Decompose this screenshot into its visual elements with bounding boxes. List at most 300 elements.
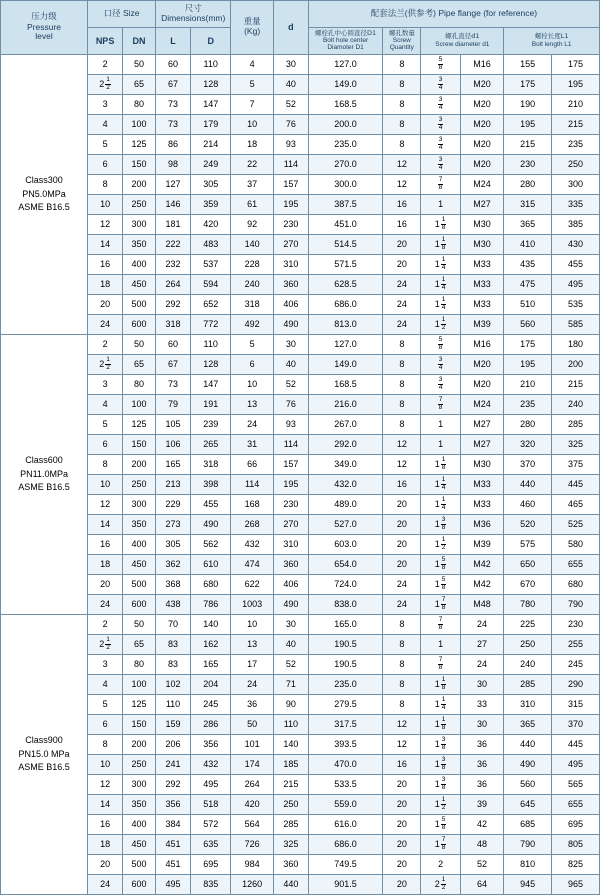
nps-cell: 20 xyxy=(88,294,123,314)
dn-cell: 65 xyxy=(123,634,156,654)
table-row xyxy=(1,554,600,574)
d-cell: 432 xyxy=(191,754,231,774)
weight-cell: 10 xyxy=(231,374,273,394)
d-cell: 594 xyxy=(191,274,231,294)
screw-dia-in-cell: $\frac{3}{4}$ xyxy=(421,114,460,134)
bolt-length-rf-cell: 315 xyxy=(504,194,552,214)
bolt-length-rf-cell: 780 xyxy=(504,594,552,614)
pressure-class-label: Class300 PN5.0MPa ASME B16.5 xyxy=(1,54,88,334)
nps-cell: 2 xyxy=(88,54,123,74)
bolt-circle-cell: 190.5 xyxy=(308,654,382,674)
bolt-length-rj-cell: 195 xyxy=(552,74,600,94)
l-cell: 73 xyxy=(156,94,191,114)
nps-cell: 8 xyxy=(88,454,123,474)
nps-cell: 18 xyxy=(88,834,123,854)
weight-cell: 5 xyxy=(231,74,273,94)
bolt-circle-cell: 300.0 xyxy=(308,174,382,194)
screw-dia-in-cell: 1 xyxy=(421,634,460,654)
weight-cell: 1003 xyxy=(231,594,273,614)
d-small-cell: 114 xyxy=(273,434,308,454)
l-cell: 213 xyxy=(156,474,191,494)
table-row xyxy=(1,114,600,134)
bolt-length-rf-cell: 440 xyxy=(504,734,552,754)
bolt-length-rj-cell: 655 xyxy=(552,794,600,814)
bolt-length-rf-cell: 410 xyxy=(504,234,552,254)
screw-dia-mm-cell: M16 xyxy=(460,334,504,354)
bolt-length-rj-cell: 335 xyxy=(552,194,600,214)
d-small-cell: 30 xyxy=(273,334,308,354)
l-cell: 127 xyxy=(156,174,191,194)
screw-dia-mm-cell: 42 xyxy=(460,814,504,834)
bolt-circle-cell: 200.0 xyxy=(308,114,382,134)
dn-cell: 250 xyxy=(123,474,156,494)
weight-cell: 37 xyxy=(231,174,273,194)
bolt-length-rj-cell: 655 xyxy=(552,554,600,574)
d-small-cell: 30 xyxy=(273,614,308,634)
table-row xyxy=(1,534,600,554)
bolt-length-rf-cell: 235 xyxy=(504,394,552,414)
bolt-length-rf-cell: 310 xyxy=(504,694,552,714)
screw-dia-in-cell: 1 $\frac{1}{4}$ xyxy=(421,694,460,714)
d-cell: 179 xyxy=(191,114,231,134)
d-cell: 110 xyxy=(191,54,231,74)
dn-cell: 300 xyxy=(123,214,156,234)
screw-dia-mm-cell: M42 xyxy=(460,574,504,594)
nps-cell: 24 xyxy=(88,874,123,894)
table-row xyxy=(1,74,600,94)
weight-cell: 432 xyxy=(231,534,273,554)
screw-dia-in-cell: $\frac{7}{8}$ xyxy=(421,174,460,194)
bolt-length-rj-cell: 790 xyxy=(552,594,600,614)
l-cell: 292 xyxy=(156,294,191,314)
weight-cell: 24 xyxy=(231,674,273,694)
pressure-class-label: Class600 PN11.0MPa ASME B16.5 xyxy=(1,334,88,614)
nps-cell: 16 xyxy=(88,534,123,554)
d-small-cell: 440 xyxy=(273,874,308,894)
screw-dia-in-cell: 1 $\frac{1}{8}$ xyxy=(421,714,460,734)
l-cell: 86 xyxy=(156,134,191,154)
screw-dia-mm-cell: M16 xyxy=(460,54,504,74)
dn-cell: 80 xyxy=(123,654,156,674)
bolt-length-rf-cell: 575 xyxy=(504,534,552,554)
bolt-length-rj-cell: 680 xyxy=(552,574,600,594)
weight-cell: 114 xyxy=(231,474,273,494)
bolt-length-rf-cell: 670 xyxy=(504,574,552,594)
bolt-length-rj-cell: 180 xyxy=(552,334,600,354)
l-cell: 451 xyxy=(156,854,191,874)
header-screw-qty-en-2: Quantity xyxy=(389,44,414,52)
d-cell: 110 xyxy=(191,334,231,354)
bolt-circle-cell: 813.0 xyxy=(308,314,382,334)
screw-qty-cell: 12 xyxy=(383,174,421,194)
nps-cell: 16 xyxy=(88,814,123,834)
l-cell: 105 xyxy=(156,414,191,434)
screw-dia-in-cell: 1 $\frac{1}{2}$ xyxy=(421,534,460,554)
table-row xyxy=(1,754,600,774)
screw-qty-cell: 8 xyxy=(383,114,421,134)
d-cell: 835 xyxy=(191,874,231,894)
pressure-class-label: Class900 PN15.0 MPa ASME B16.5 xyxy=(1,614,88,894)
nps-cell: 12 xyxy=(88,214,123,234)
screw-qty-cell: 8 xyxy=(383,654,421,674)
bolt-length-rf-cell: 320 xyxy=(504,434,552,454)
screw-dia-mm-cell: M33 xyxy=(460,474,504,494)
screw-qty-cell: 24 xyxy=(383,314,421,334)
d-cell: 518 xyxy=(191,794,231,814)
header-screw-qty xyxy=(383,27,421,54)
weight-cell: 66 xyxy=(231,454,273,474)
l-cell: 79 xyxy=(156,394,191,414)
weight-cell: 240 xyxy=(231,274,273,294)
weight-cell: 492 xyxy=(231,314,273,334)
screw-dia-in-cell: $\frac{5}{8}$ xyxy=(421,334,460,354)
dn-cell: 200 xyxy=(123,174,156,194)
d-cell: 147 xyxy=(191,374,231,394)
screw-qty-cell: 20 xyxy=(383,234,421,254)
d-small-cell: 114 xyxy=(273,154,308,174)
bolt-length-rj-cell: 285 xyxy=(552,414,600,434)
d-cell: 483 xyxy=(191,234,231,254)
bolt-length-rf-cell: 195 xyxy=(504,114,552,134)
nps-cell: 8 xyxy=(88,734,123,754)
nps-cell: 16 xyxy=(88,254,123,274)
l-cell: 438 xyxy=(156,594,191,614)
d-cell: 265 xyxy=(191,434,231,454)
screw-dia-in-cell: 1 $\frac{5}{8}$ xyxy=(421,554,460,574)
d-small-cell: 52 xyxy=(273,94,308,114)
screw-dia-in-cell: 2 $\frac{1}{2}$ xyxy=(421,874,460,894)
screw-dia-mm-cell: M33 xyxy=(460,254,504,274)
d-small-cell: 52 xyxy=(273,654,308,674)
header-pressure-level-en-1: Pressure xyxy=(27,21,62,32)
l-cell: 384 xyxy=(156,814,191,834)
nps-cell: 3 xyxy=(88,654,123,674)
dn-cell: 500 xyxy=(123,294,156,314)
screw-qty-cell: 20 xyxy=(383,514,421,534)
dn-cell: 200 xyxy=(123,454,156,474)
l-cell: 165 xyxy=(156,454,191,474)
bolt-circle-cell: 749.5 xyxy=(308,854,382,874)
bolt-length-rf-cell: 810 xyxy=(504,854,552,874)
d-small-cell: 406 xyxy=(273,574,308,594)
table-header xyxy=(1,1,600,55)
screw-dia-mm-cell: M20 xyxy=(460,114,504,134)
bolt-length-rj-cell: 255 xyxy=(552,634,600,654)
d-small-cell: 40 xyxy=(273,634,308,654)
nps-cell: 6 xyxy=(88,154,123,174)
l-cell: 292 xyxy=(156,774,191,794)
screw-dia-in-cell: 1 $\frac{3}{8}$ xyxy=(421,734,460,754)
l-cell: 264 xyxy=(156,274,191,294)
screw-dia-mm-cell: M39 xyxy=(460,534,504,554)
screw-qty-cell: 20 xyxy=(383,554,421,574)
screw-qty-cell: 20 xyxy=(383,794,421,814)
d-cell: 286 xyxy=(191,714,231,734)
bolt-length-rj-cell: 370 xyxy=(552,714,600,734)
bolt-length-rj-cell: 465 xyxy=(552,494,600,514)
bolt-circle-cell: 235.0 xyxy=(308,134,382,154)
dn-cell: 300 xyxy=(123,774,156,794)
table-body xyxy=(1,54,600,894)
weight-cell: 31 xyxy=(231,434,273,454)
screw-qty-cell: 8 xyxy=(383,414,421,434)
table-row xyxy=(1,234,600,254)
bolt-length-rf-cell: 790 xyxy=(504,834,552,854)
bolt-circle-cell: 470.0 xyxy=(308,754,382,774)
bolt-length-rj-cell: 325 xyxy=(552,434,600,454)
table-row xyxy=(1,414,600,434)
dn-cell: 600 xyxy=(123,594,156,614)
screw-dia-in-cell: 1 $\frac{1}{8}$ xyxy=(421,234,460,254)
nps-cell: 20 xyxy=(88,574,123,594)
screw-dia-mm-cell: M33 xyxy=(460,274,504,294)
nps-cell: 10 xyxy=(88,754,123,774)
d-cell: 772 xyxy=(191,314,231,334)
d-cell: 147 xyxy=(191,94,231,114)
d-cell: 420 xyxy=(191,214,231,234)
weight-cell: 268 xyxy=(231,514,273,534)
dn-cell: 150 xyxy=(123,434,156,454)
d-cell: 214 xyxy=(191,134,231,154)
l-cell: 60 xyxy=(156,54,191,74)
weight-cell: 1260 xyxy=(231,874,273,894)
d-small-cell: 230 xyxy=(273,214,308,234)
bolt-length-rf-cell: 190 xyxy=(504,94,552,114)
d-small-cell: 185 xyxy=(273,754,308,774)
d-small-cell: 270 xyxy=(273,514,308,534)
screw-dia-mm-cell: 39 xyxy=(460,794,504,814)
bolt-circle-cell: 387.5 xyxy=(308,194,382,214)
dn-cell: 450 xyxy=(123,274,156,294)
dn-cell: 100 xyxy=(123,114,156,134)
header-size: 口径 Size xyxy=(88,1,156,28)
l-cell: 110 xyxy=(156,694,191,714)
bolt-length-rf-cell: 370 xyxy=(504,454,552,474)
bolt-circle-cell: 616.0 xyxy=(308,814,382,834)
d-cell: 162 xyxy=(191,634,231,654)
screw-dia-mm-cell: 30 xyxy=(460,674,504,694)
screw-dia-mm-cell: M39 xyxy=(460,314,504,334)
table-row xyxy=(1,854,600,874)
table-row xyxy=(1,194,600,214)
bolt-circle-cell: 603.0 xyxy=(308,534,382,554)
bolt-length-rf-cell: 460 xyxy=(504,494,552,514)
dn-cell: 300 xyxy=(123,494,156,514)
bolt-length-rj-cell: 240 xyxy=(552,394,600,414)
bolt-length-rj-cell: 695 xyxy=(552,814,600,834)
screw-qty-cell: 8 xyxy=(383,74,421,94)
screw-dia-in-cell: $\frac{3}{4}$ xyxy=(421,374,460,394)
table-row xyxy=(1,474,600,494)
bolt-circle-cell: 168.5 xyxy=(308,94,382,114)
header-bolt-circle-cn: 螺栓孔中心圆直径D1 xyxy=(314,28,377,37)
screw-qty-cell: 8 xyxy=(383,394,421,414)
dn-cell: 500 xyxy=(123,574,156,594)
screw-dia-mm-cell: M27 xyxy=(460,414,504,434)
screw-dia-in-cell: $\frac{3}{4}$ xyxy=(421,94,460,114)
screw-qty-cell: 20 xyxy=(383,854,421,874)
weight-cell: 984 xyxy=(231,854,273,874)
d-small-cell: 360 xyxy=(273,854,308,874)
d-small-cell: 215 xyxy=(273,774,308,794)
d-cell: 610 xyxy=(191,554,231,574)
weight-cell: 24 xyxy=(231,414,273,434)
bolt-length-rf-cell: 280 xyxy=(504,174,552,194)
weight-cell: 228 xyxy=(231,254,273,274)
bolt-circle-cell: 686.0 xyxy=(308,834,382,854)
bolt-length-rf-cell: 155 xyxy=(504,54,552,74)
screw-dia-mm-cell: 27 xyxy=(460,634,504,654)
table-row xyxy=(1,834,600,854)
bolt-circle-cell: 559.0 xyxy=(308,794,382,814)
header-d-small: d xyxy=(273,1,308,55)
bolt-circle-cell: 451.0 xyxy=(308,214,382,234)
bolt-length-rf-cell: 240 xyxy=(504,654,552,674)
d-small-cell: 360 xyxy=(273,554,308,574)
screw-dia-in-cell: 1 $\frac{1}{8}$ xyxy=(421,454,460,474)
screw-dia-in-cell: 1 $\frac{3}{8}$ xyxy=(421,774,460,794)
nps-cell: 12 xyxy=(88,494,123,514)
table-row xyxy=(1,774,600,794)
header-weight-unit: (Kg) xyxy=(244,26,261,37)
screw-qty-cell: 8 xyxy=(383,694,421,714)
screw-dia-mm-cell: M33 xyxy=(460,294,504,314)
screw-dia-in-cell: 1 $\frac{1}{2}$ xyxy=(421,314,460,334)
l-cell: 67 xyxy=(156,354,191,374)
screw-dia-in-cell: $\frac{3}{4}$ xyxy=(421,74,460,94)
screw-qty-cell: 12 xyxy=(383,434,421,454)
bolt-length-rj-cell: 580 xyxy=(552,534,600,554)
bolt-length-rj-cell: 525 xyxy=(552,514,600,534)
bolt-circle-cell: 432.0 xyxy=(308,474,382,494)
screw-dia-in-cell: 1 $\frac{1}{4}$ xyxy=(421,254,460,274)
bolt-circle-cell: 190.5 xyxy=(308,634,382,654)
screw-qty-cell: 20 xyxy=(383,874,421,894)
d-small-cell: 310 xyxy=(273,254,308,274)
bolt-length-rj-cell: 585 xyxy=(552,314,600,334)
dn-cell: 125 xyxy=(123,414,156,434)
bolt-circle-cell: 165.0 xyxy=(308,614,382,634)
screw-dia-in-cell: 1 $\frac{1}{4}$ xyxy=(421,474,460,494)
bolt-length-rj-cell: 495 xyxy=(552,274,600,294)
nps-cell: 2 $\frac{1}{2}$ xyxy=(88,634,123,654)
d-small-cell: 490 xyxy=(273,314,308,334)
d-small-cell: 76 xyxy=(273,114,308,134)
d-small-cell: 40 xyxy=(273,74,308,94)
bolt-length-rf-cell: 175 xyxy=(504,74,552,94)
screw-dia-in-cell: $\frac{3}{4}$ xyxy=(421,134,460,154)
dn-cell: 125 xyxy=(123,134,156,154)
screw-dia-in-cell: $\frac{5}{8}$ xyxy=(421,54,460,74)
bolt-circle-cell: 628.5 xyxy=(308,274,382,294)
d-small-cell: 52 xyxy=(273,374,308,394)
weight-cell: 101 xyxy=(231,734,273,754)
bolt-circle-cell: 267.0 xyxy=(308,414,382,434)
bolt-circle-cell: 279.5 xyxy=(308,694,382,714)
screw-dia-mm-cell: M27 xyxy=(460,194,504,214)
bolt-length-rj-cell: 250 xyxy=(552,154,600,174)
table-row xyxy=(1,614,600,634)
d-small-cell: 310 xyxy=(273,534,308,554)
table-row xyxy=(1,354,600,374)
header-screw-dia-en: Screw diameter d1 xyxy=(435,40,490,48)
bolt-length-rj-cell: 445 xyxy=(552,734,600,754)
header-l: L xyxy=(156,27,191,54)
header-pressure-level-en-2: level xyxy=(35,31,53,42)
table-row xyxy=(1,694,600,714)
d-cell: 204 xyxy=(191,674,231,694)
screw-dia-mm-cell: M20 xyxy=(460,374,504,394)
nps-cell: 5 xyxy=(88,694,123,714)
bolt-circle-cell: 149.0 xyxy=(308,74,382,94)
nps-cell: 5 xyxy=(88,134,123,154)
screw-dia-mm-cell: M20 xyxy=(460,74,504,94)
d-cell: 318 xyxy=(191,454,231,474)
bolt-circle-cell: 489.0 xyxy=(308,494,382,514)
d-cell: 356 xyxy=(191,734,231,754)
nps-cell: 4 xyxy=(88,674,123,694)
weight-cell: 22 xyxy=(231,154,273,174)
screw-qty-cell: 12 xyxy=(383,454,421,474)
bolt-length-rf-cell: 435 xyxy=(504,254,552,274)
screw-dia-mm-cell: M30 xyxy=(460,454,504,474)
l-cell: 232 xyxy=(156,254,191,274)
l-cell: 98 xyxy=(156,154,191,174)
screw-qty-cell: 24 xyxy=(383,574,421,594)
bolt-circle-cell: 533.5 xyxy=(308,774,382,794)
table-row xyxy=(1,134,600,154)
d-cell: 398 xyxy=(191,474,231,494)
bolt-circle-cell: 127.0 xyxy=(308,54,382,74)
bolt-length-rj-cell: 215 xyxy=(552,114,600,134)
weight-cell: 264 xyxy=(231,774,273,794)
nps-cell: 4 xyxy=(88,394,123,414)
d-small-cell: 360 xyxy=(273,274,308,294)
header-weight xyxy=(231,1,273,55)
nps-cell: 14 xyxy=(88,794,123,814)
table-row xyxy=(1,54,600,74)
table-row xyxy=(1,454,600,474)
l-cell: 229 xyxy=(156,494,191,514)
weight-cell: 5 xyxy=(231,334,273,354)
screw-dia-mm-cell: M33 xyxy=(460,494,504,514)
bolt-length-rf-cell: 945 xyxy=(504,874,552,894)
nps-cell: 14 xyxy=(88,234,123,254)
d-small-cell: 325 xyxy=(273,834,308,854)
table-row xyxy=(1,494,600,514)
bolt-length-rj-cell: 825 xyxy=(552,854,600,874)
bolt-length-rf-cell: 225 xyxy=(504,614,552,634)
screw-dia-mm-cell: 36 xyxy=(460,734,504,754)
screw-dia-mm-cell: M20 xyxy=(460,94,504,114)
weight-cell: 174 xyxy=(231,754,273,774)
dn-cell: 450 xyxy=(123,834,156,854)
header-screw-dia xyxy=(421,27,504,54)
d-small-cell: 157 xyxy=(273,174,308,194)
bolt-circle-cell: 292.0 xyxy=(308,434,382,454)
bolt-length-rj-cell: 300 xyxy=(552,174,600,194)
screw-qty-cell: 20 xyxy=(383,534,421,554)
nps-cell: 14 xyxy=(88,514,123,534)
dn-cell: 500 xyxy=(123,854,156,874)
dn-cell: 600 xyxy=(123,874,156,894)
d-small-cell: 40 xyxy=(273,354,308,374)
dn-cell: 400 xyxy=(123,534,156,554)
header-bolt-length xyxy=(504,27,600,54)
screw-qty-cell: 12 xyxy=(383,154,421,174)
screw-dia-mm-cell: 36 xyxy=(460,754,504,774)
screw-qty-cell: 12 xyxy=(383,714,421,734)
